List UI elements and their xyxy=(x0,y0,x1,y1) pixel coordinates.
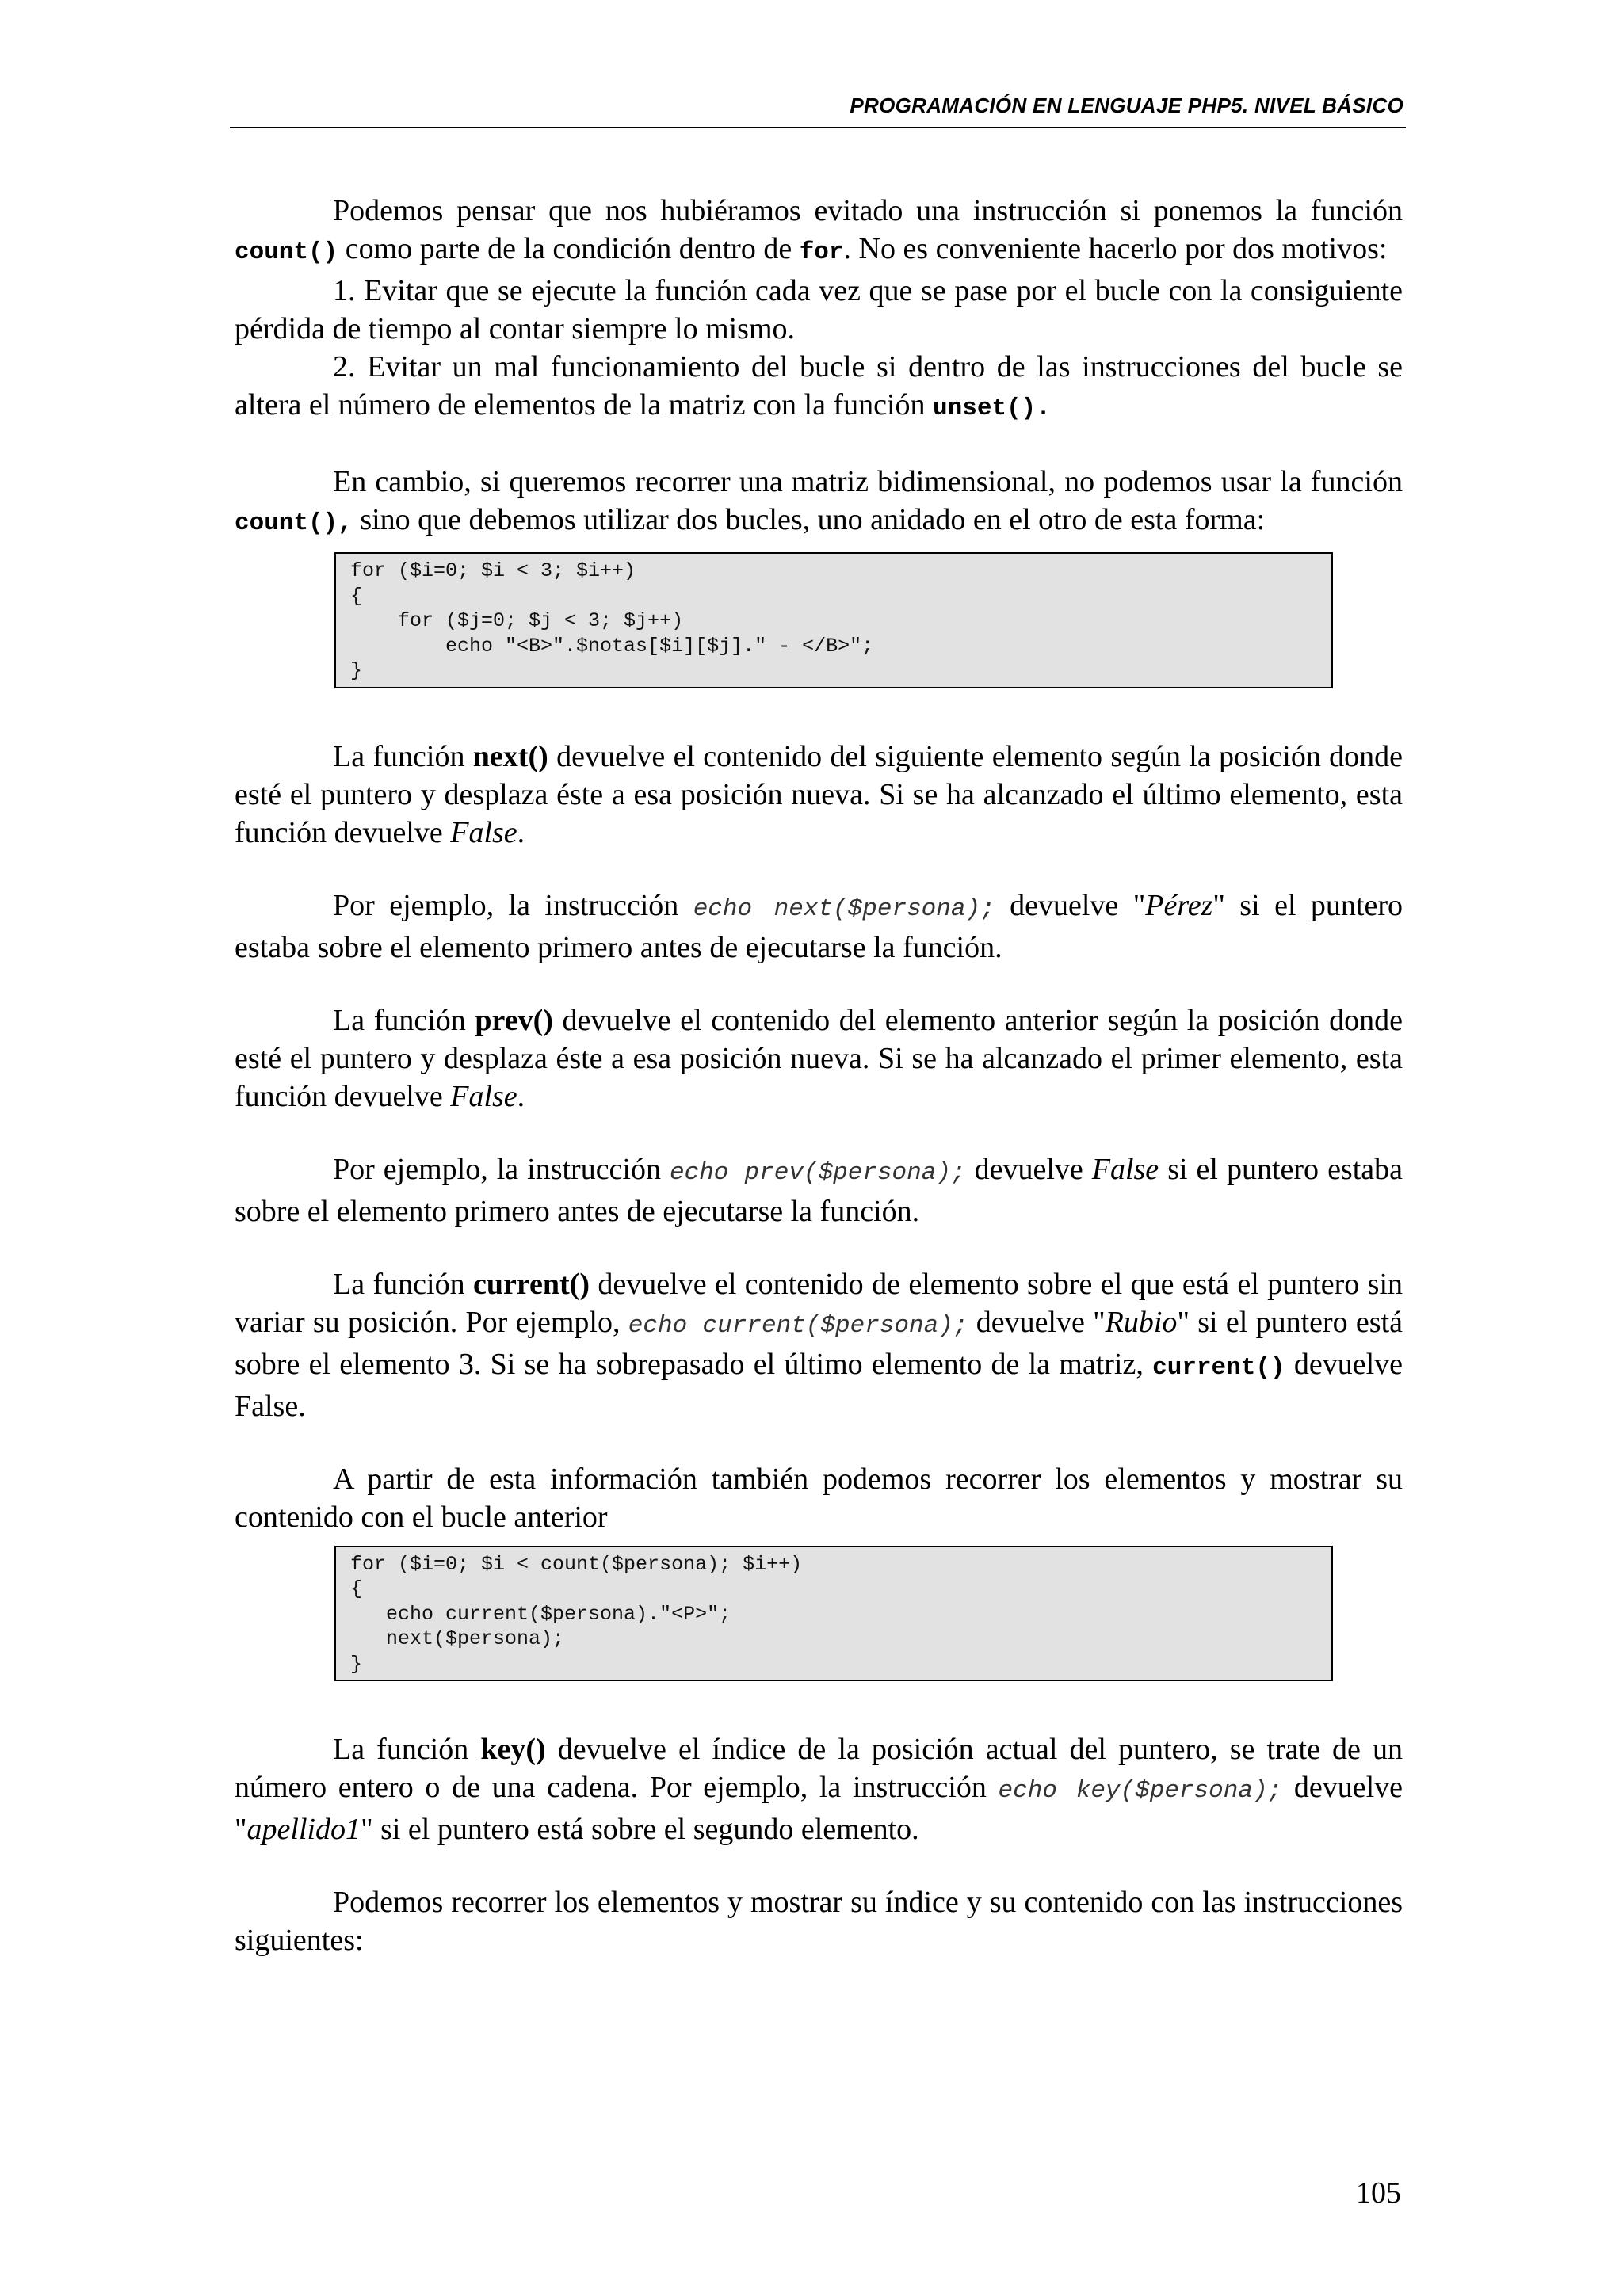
paragraph-next xyxy=(235,738,1403,852)
italic-term: False xyxy=(1091,1152,1159,1186)
text-run: devuelve xyxy=(965,1152,1092,1186)
text-run: " si el puntero está sobre el segundo elemento. xyxy=(361,1813,919,1846)
text-run: 2. Evitar un mal funcionamiento del bucle si dentro de las instrucciones del bucle se altera el número de elementos de la matriz con la función xyxy=(235,350,1403,421)
text-run: devuelve el contenido de elemento sobre el que está el puntero sin variar su posición. Por ejemplo, xyxy=(235,1267,1403,1339)
italic-term: False xyxy=(450,815,517,849)
paragraph-key xyxy=(235,1730,1403,1848)
inline-code: echo current($persona); xyxy=(628,1311,968,1340)
header-title: PROGRAMACIÓN EN LENGUAJE PHP5. NIVEL BÁSICO xyxy=(850,93,1403,117)
inline-code: count(), xyxy=(235,509,353,537)
text-run: sino que debemos utilizar dos bucles, uno anidado en el otro de esta forma: xyxy=(352,503,1266,536)
italic-term: Rubio xyxy=(1105,1305,1178,1339)
text-run: como parte de la condición dentro de xyxy=(338,232,800,265)
paragraph-next-example xyxy=(235,887,1403,967)
code-block-current-loop: for ($i=0; $i < count($persona); $i++) { echo current($persona)."<P>"; next($persona); } xyxy=(334,1546,1333,1682)
text-run: . xyxy=(517,815,525,849)
page-number: 105 xyxy=(1356,2176,1401,2210)
text-run: La función xyxy=(333,1267,473,1301)
inline-code: count() xyxy=(235,238,338,266)
text-run: En cambio, si queremos recorrer una matriz bidimensional, no podemos usar la función xyxy=(333,465,1403,498)
text-run: devuelve el contenido del siguiente elemento según la posición donde esté el puntero y desplaza éste a esa posición nueva. Si se ha alcanzado el último elemento, esta función devuelve xyxy=(235,739,1403,849)
text-run: Podemos pensar que nos hubiéramos evitado una instrucción si ponemos la función xyxy=(333,194,1403,227)
text-run: La función xyxy=(333,1003,475,1037)
inline-code: for xyxy=(799,238,844,266)
function-name: prev() xyxy=(475,1003,553,1037)
text-run: . xyxy=(517,1079,525,1113)
list-item-1: 1. Evitar que se ejecute la función cada vez que se pase por el bucle con la consiguiente pérdida de tiempo al contar siempre lo mismo. xyxy=(235,274,1403,345)
italic-term: False xyxy=(450,1079,517,1113)
text-run: . No es conveniente hacerlo por dos motivos: xyxy=(843,232,1388,265)
function-name: next() xyxy=(472,739,548,773)
paragraph-prev-example xyxy=(235,1150,1403,1230)
text-run: Por ejemplo, la instrucción xyxy=(333,888,693,922)
paragraph-loop-intro: A partir de esta información también podemos recorrer los elementos y mostrar su contenido con el bucle anterior xyxy=(235,1462,1403,1534)
function-name: current() xyxy=(472,1267,590,1301)
text-run: La función xyxy=(333,1733,481,1766)
inline-code: echo prev($persona); xyxy=(670,1158,966,1187)
inline-code: echo key($persona); xyxy=(998,1777,1283,1805)
text-run: Por ejemplo, la instrucción xyxy=(333,1152,670,1186)
text-run: " si el puntero estaba sobre el elemento primero antes de ejecutarse la función. xyxy=(235,888,1403,964)
function-name: key() xyxy=(480,1733,546,1766)
code-block-nested-loops: for ($i=0; $i < 3; $i++) { for ($j=0; $j < 3; $j++) echo "<B>".$notas[$i][$j]." - </B>"; } xyxy=(334,552,1333,688)
text-run: La función xyxy=(333,739,473,773)
inline-code: current() xyxy=(1152,1353,1285,1382)
text-run: devuelve el índice de la posición actual del puntero, se trate de un número entero o de una cadena. Por ejemplo, la instrucción xyxy=(235,1733,1403,1804)
text-run: si el puntero estaba sobre el elemento primero antes de ejecutarse la función. xyxy=(235,1152,1403,1228)
header-rule xyxy=(230,127,1406,128)
text-run: " si el puntero está sobre el elemento 3. Si se ha sobrepasado el último elemento de la matriz, xyxy=(235,1305,1403,1381)
page-body xyxy=(235,192,1403,1994)
text-run: devuelve " xyxy=(235,1771,1403,1846)
list-item-2 xyxy=(235,348,1403,428)
text-run: devuelve el contenido del elemento anterior según la posición donde esté el puntero y desplaza éste a esa posición nueva. Si se ha alcanzado el primer elemento, esta función devuelve xyxy=(235,1003,1403,1113)
paragraph-closing: Podemos recorrer los elementos y mostrar su índice y su contenido con las instrucciones siguientes: xyxy=(235,1886,1403,1957)
text-run: devuelve False. xyxy=(235,1347,1403,1423)
text-run: devuelve " xyxy=(968,1305,1106,1339)
italic-term: apellido1 xyxy=(246,1813,361,1846)
paragraph-2 xyxy=(235,463,1403,543)
inline-code: unset(). xyxy=(933,395,1051,422)
text-run: devuelve " xyxy=(995,888,1146,922)
paragraph-current xyxy=(235,1265,1403,1425)
inline-code: echo next($persona); xyxy=(693,894,995,923)
paragraph-1 xyxy=(235,192,1403,272)
italic-term: Pérez xyxy=(1145,888,1213,922)
paragraph-prev xyxy=(235,1001,1403,1116)
